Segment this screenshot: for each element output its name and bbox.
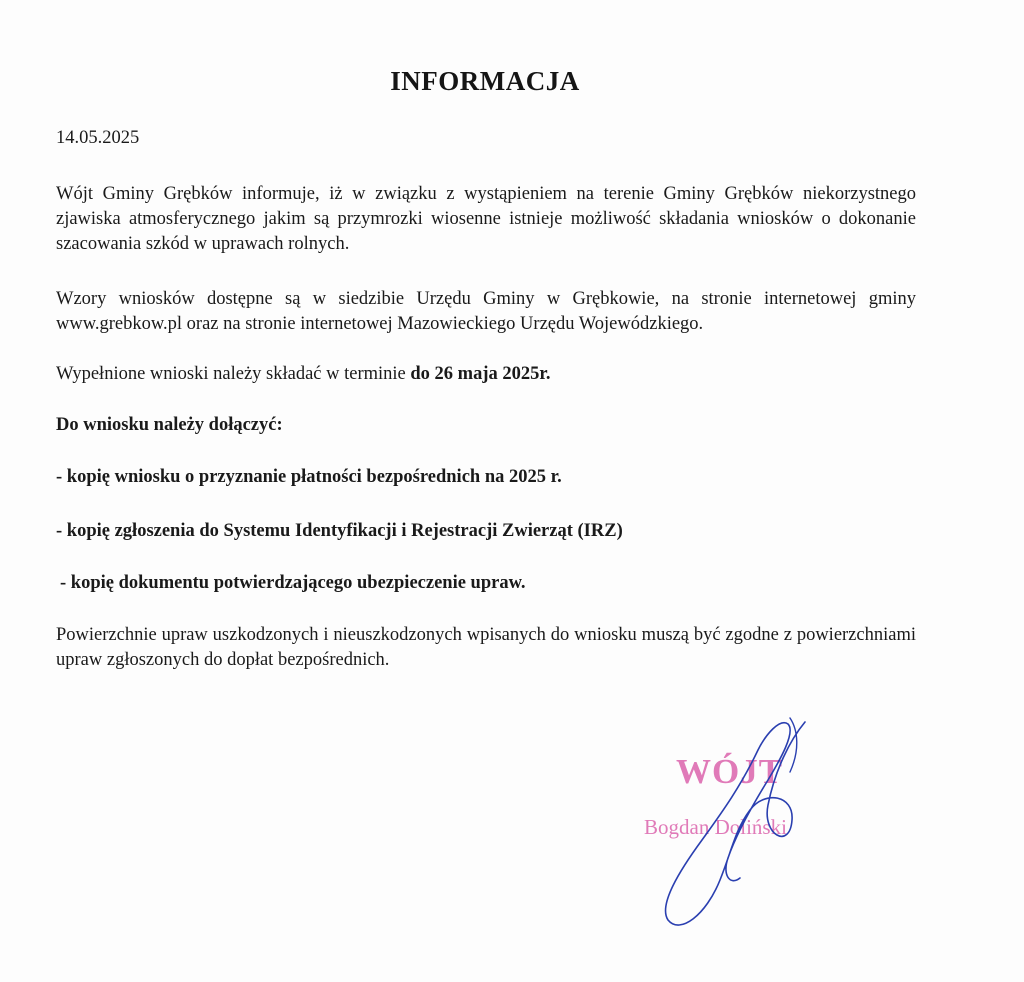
attachment-item: - kopię zgłoszenia do Systemu Identyfikacji i Rejestracji Zwierząt (IRZ): [56, 521, 623, 541]
signature-stroke: [790, 718, 797, 772]
paragraph-crop-areas: Powierzchnie upraw uszkodzonych i nieuszkodzonych wpisanych do wniosku muszą być zgodne z powierzchniami upraw zgłoszonych do dopłat bezpośrednich.: [56, 625, 916, 670]
document-title: INFORMACJA: [390, 66, 580, 96]
signature-stroke: [666, 722, 805, 925]
deadline-date: do 26 maja 2025r.: [410, 364, 551, 384]
stamp-title: WÓJT: [676, 752, 784, 791]
paragraph-forms-availability: Wzory wniosków dostępne są w siedzibie Urzędu Gminy w Grębkowie, na stronie internetowej gminy www.grebkow.pl oraz na stronie internetowej Mazowieckiego Urzędu Wojewódzkiego.: [56, 289, 916, 334]
stamp-name: Bogdan Doliński: [644, 815, 787, 839]
document-date: 14.05.2025: [56, 128, 140, 148]
handwritten-signature: [640, 710, 820, 940]
attachment-item: - kopię dokumentu potwierdzającego ubezpieczenie upraw.: [60, 573, 526, 593]
attachments-heading: Do wniosku należy dołączyć:: [56, 415, 283, 435]
paragraph-announcement: Wójt Gminy Grębków informuje, iż w związku z wystąpieniem na terenie Gminy Grębków niekorzystnego zjawiska atmosferycznego jakim są przymrozki wiosenne istnieje możliwość składania wniosków o dokonanie szacowania szkód w uprawach rolnych.: [56, 184, 916, 254]
paragraph-deadline: [56, 362, 916, 387]
deadline-prefix: Wypełnione wnioski należy składać w terminie: [56, 364, 411, 384]
attachment-item: - kopię wniosku o przyznanie płatności bezpośrednich na 2025 r.: [56, 467, 562, 487]
